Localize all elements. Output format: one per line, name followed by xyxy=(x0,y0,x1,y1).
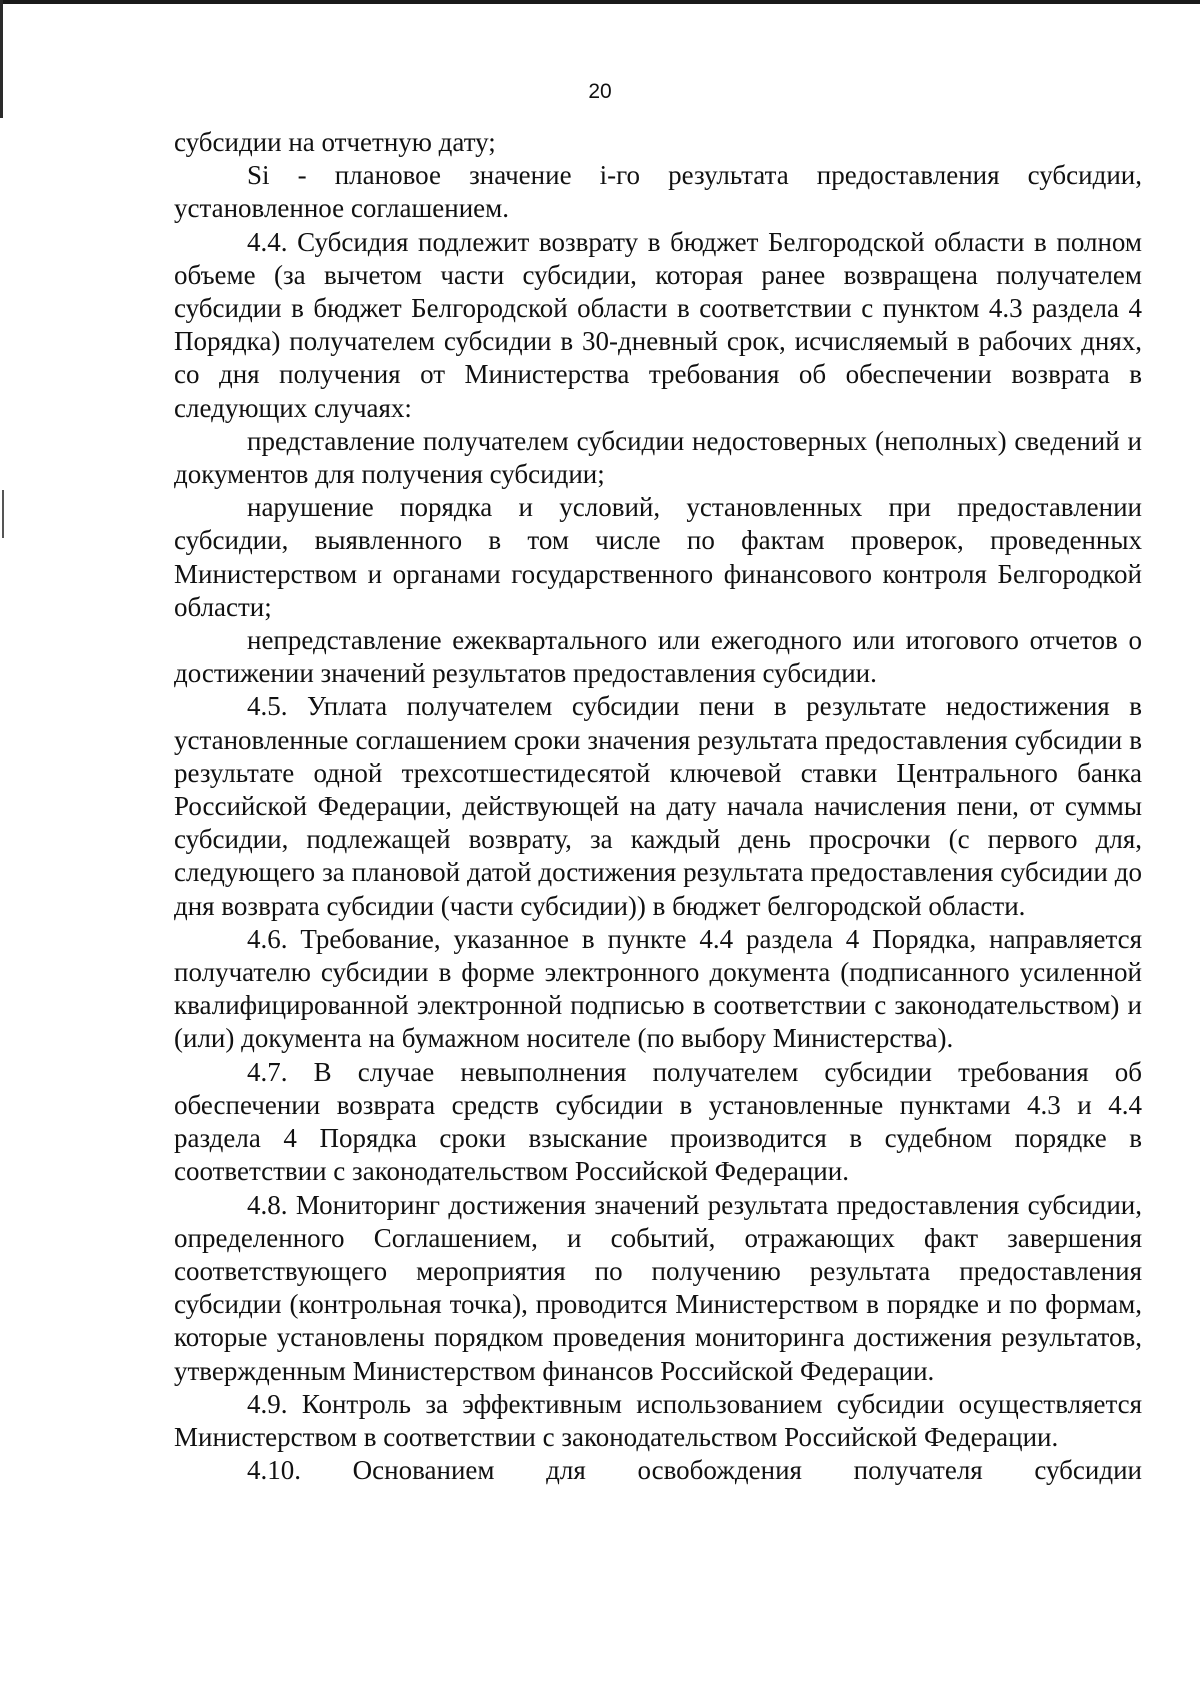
document-body xyxy=(174,126,1142,1487)
scan-margin-mark xyxy=(2,490,4,538)
paragraph: Si - плановое значение i-го результата предоставления субсидии, установленное соглашением. xyxy=(174,160,1142,224)
paragraph-4-4: 4.4. Субсидия подлежит возврату в бюджет Белгородской области в полном объеме (за вычетом части субсидии, которая ранее возвращена получателем субсидии в бюджет Белгородской области в соответствии с пунктом 4.3 раздела 4 Порядка) получателем субсидии в 30-дневный срок, исчисляемый в рабочих днях, со дня получения от Министерства требования об обеспечении возврата в следующих случаях: xyxy=(174,226,1142,423)
paragraph-4-10: 4.10. Основанием для освобождения получателя субсидии xyxy=(247,1455,1142,1486)
paragraph-4-9: 4.9. Контроль за эффективным использованием субсидии осуществляется Министерством в соответствии с законодательством Российской Федерации. xyxy=(174,1388,1142,1452)
paragraph: представление получателем субсидии недостоверных (неполных) сведений и документов для получения субсидии; xyxy=(174,425,1142,490)
paragraph-4-6: 4.6. Требование, указанное в пункте 4.4 раздела 4 Порядка, направляется получателю субсидии в форме электронного документа (подписанного усиленной квалифицированной электронной подписью в соответствии с законодательством) и (или) документа на бумажном носителе (по выбору Министерства). xyxy=(174,923,1142,1054)
paragraph-4-7: 4.7. В случае невыполнения получателем субсидии требования об обеспечении возврата средств субсидии в установленные пунктами 4.3 и 4.4 раздела 4 Порядка сроки взыскание производится в судебном порядке в соответствии с законодательством Российской Федерации. xyxy=(174,1056,1142,1187)
paragraph: субсидии на отчетную дату; xyxy=(174,127,496,157)
paragraph-4-5: 4.5. Уплата получателем субсидии пени в результате недостижения в установленные соглашением сроки значения результата предоставления субсидии в результате одной трехсотшестидесятой ключевой ставки Центрального банка Российской Федерации, действующей на дату начала начисления пени, от суммы субсидии, подлежащей возврату, за каждый день просрочки (с первого для, следующего за плановой датой достижения результата предоставления субсидии до дня возврата субсидии (части субсидии)) в бюджет белгородской области. xyxy=(174,691,1142,921)
paragraph: непредставление ежеквартального или ежегодного или итогового отчетов о достижении значений результатов предоставления субсидии. xyxy=(174,625,1142,689)
paragraph-4-8: 4.8. Мониторинг достижения значений результата предоставления субсидии, определенного Соглашением, и событий, отражающих факт завершения соответствующего мероприятия по получению результата предоставления субсидии (контрольная точка), проводится Министерством в порядке и по формам, которые установлены порядком проведения мониторинга достижения результатов, утвержденным Министерством финансов Российской Федерации. xyxy=(174,1189,1142,1386)
scan-top-edge xyxy=(0,0,1200,4)
paragraph: нарушение порядка и условий, установленных при предоставлении субсидии, выявленного в том числе по фактам проверок, проведенных Министерством и органами государственного финансового контроля Белгородкой области; xyxy=(174,492,1142,622)
page-number: 20 xyxy=(588,80,612,103)
